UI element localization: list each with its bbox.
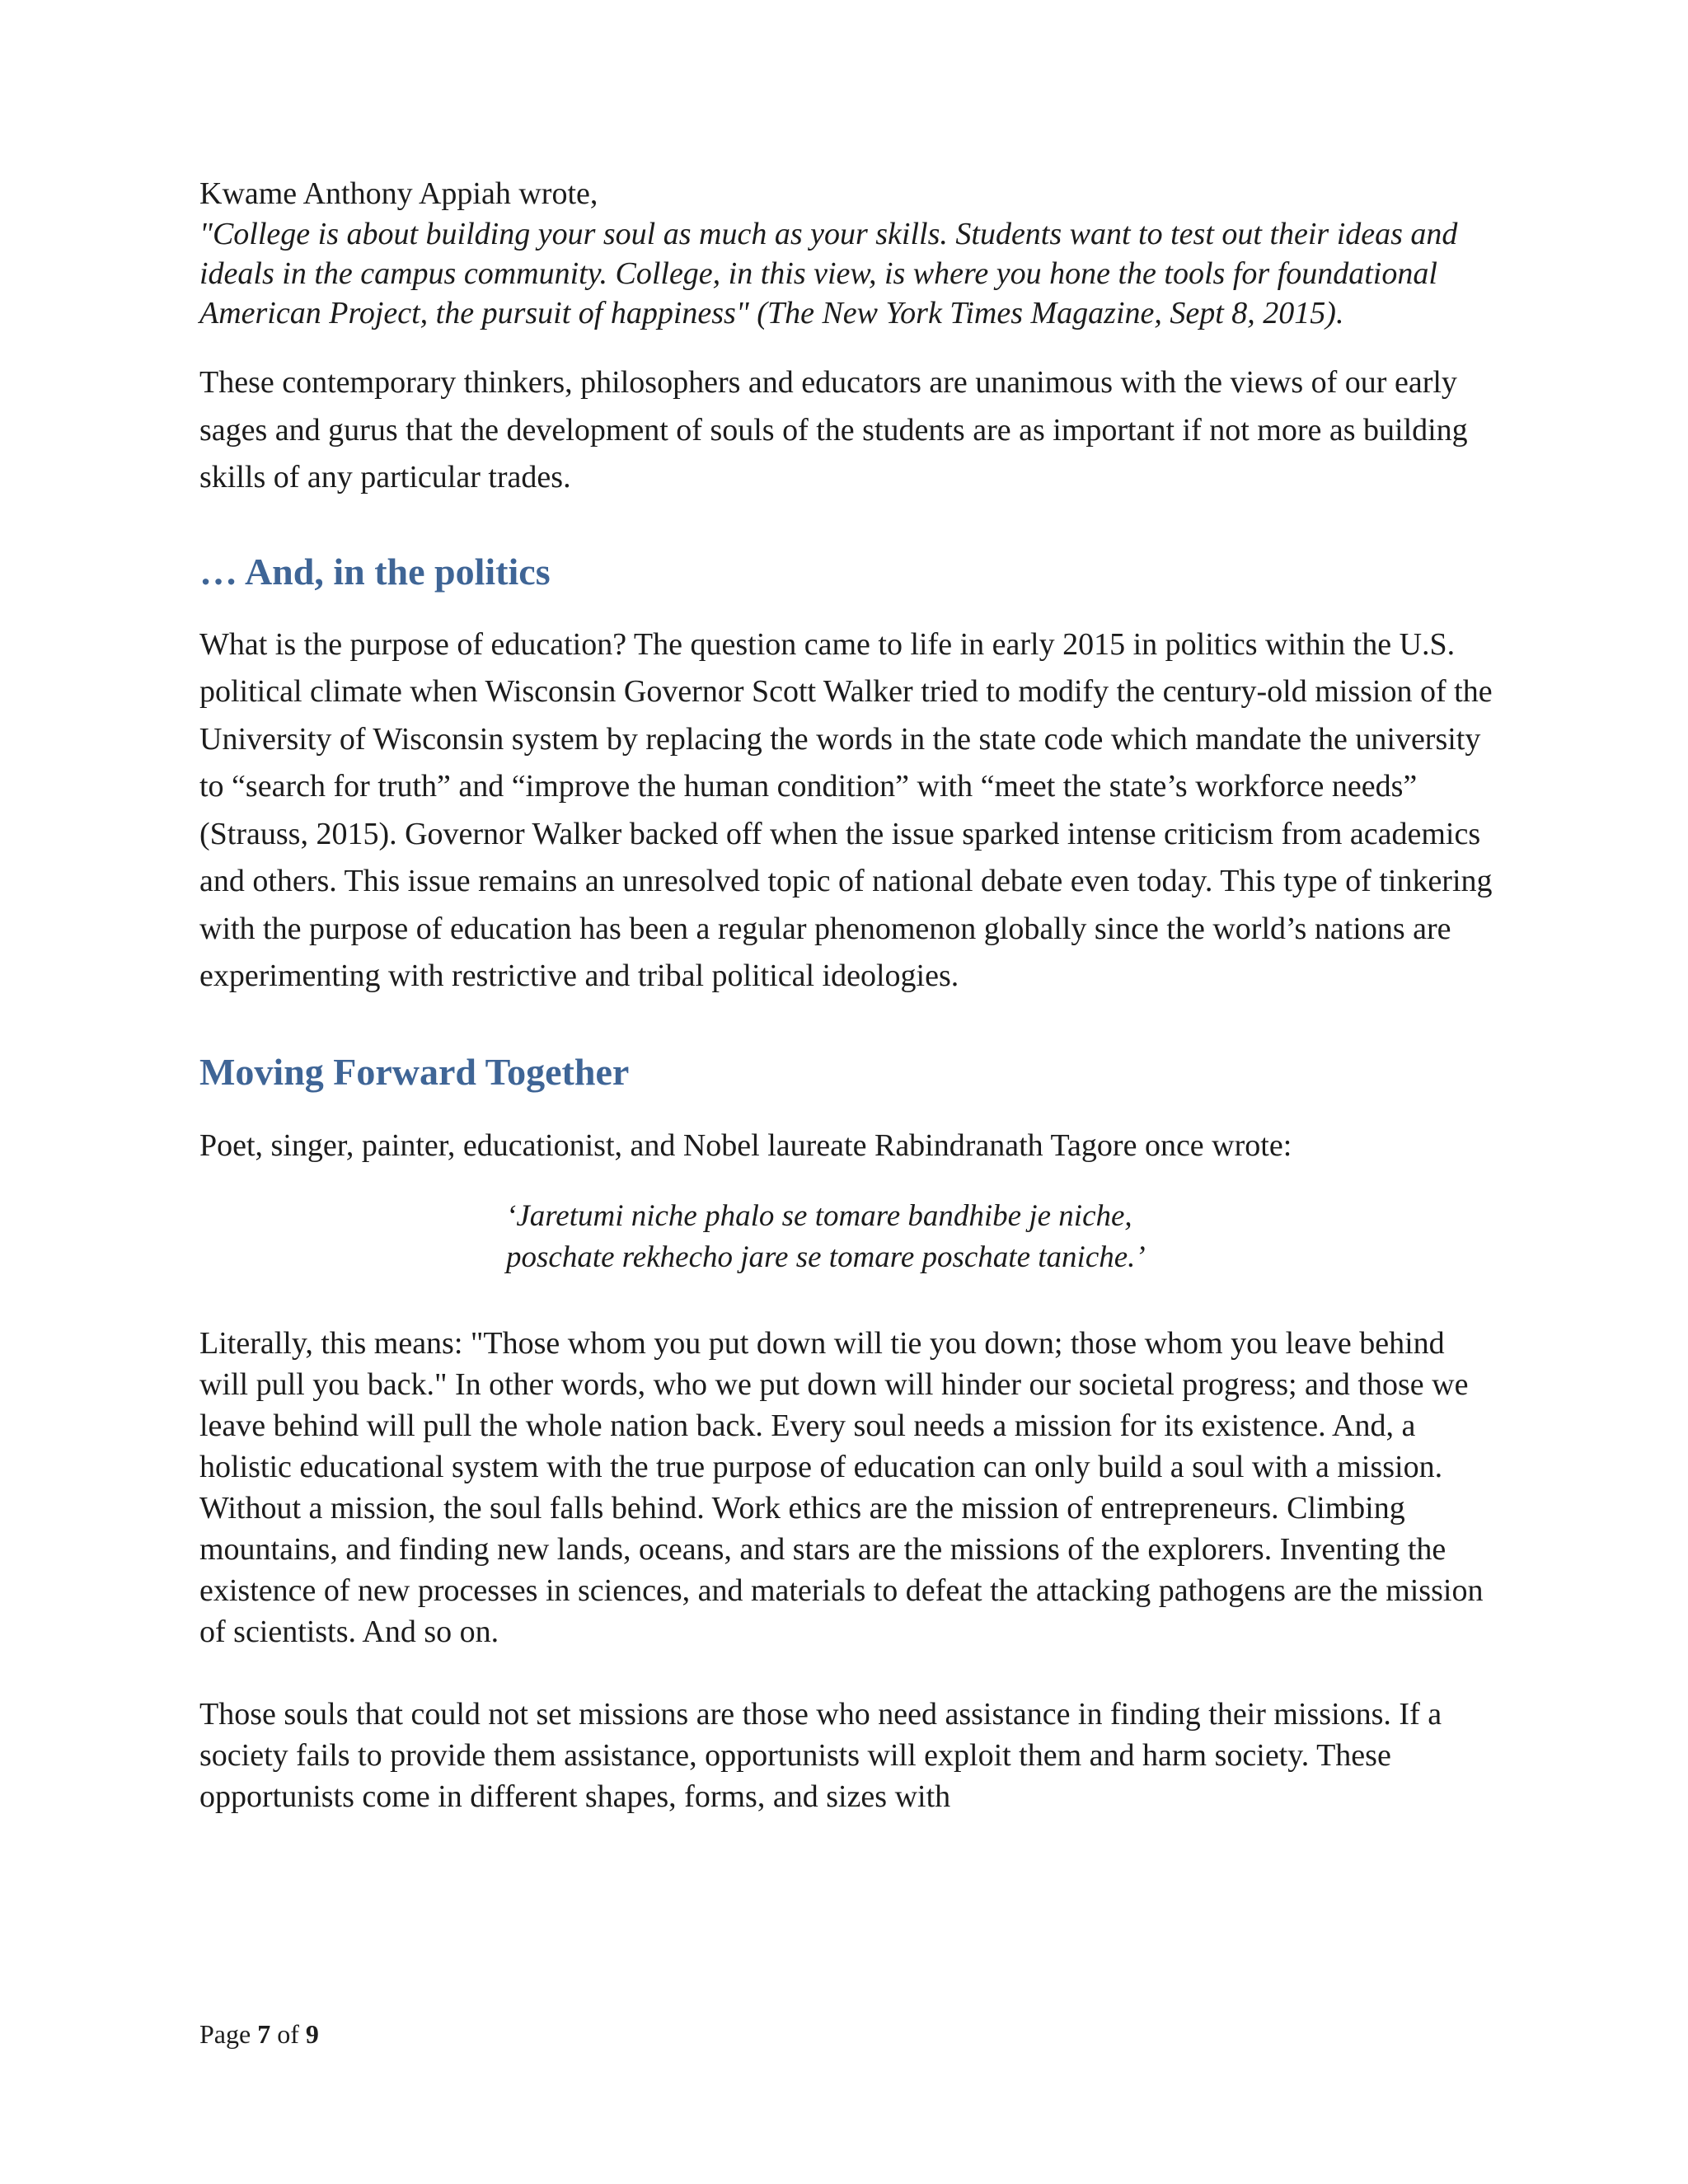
page-number-footer xyxy=(199,2018,319,2050)
of-word: of xyxy=(277,2019,299,2049)
total-page-count: 9 xyxy=(305,2019,319,2049)
paragraph-purpose-of-education: What is the purpose of education? The question came to life in early 2015 in politics within the U.S. political climate when Wisconsin Governor Scott Walker tried to modify the century-old mission of the University of Wisconsin system by replacing the words in the state code which mandate the university to “search for truth” and “improve the human condition” with “meet the state’s workforce needs” (Strauss, 2015). Governor Walker backed off when the issue sparked intense criticism from academics and others. This issue remains an unresolved topic of national debate even today. This type of tinkering with the purpose of education has been a regular phenomenon globally since the world’s nations are experimenting with restrictive and tribal political ideologies. xyxy=(199,626,1493,993)
document-page xyxy=(199,173,1493,1817)
tagore-poem xyxy=(506,1196,1493,1278)
paragraph-tagore-intro: Poet, singer, painter, educationist, and Nobel laureate Rabindranath Tagore once wrote: xyxy=(199,1127,1292,1163)
poem-line-1: ‘Jaretumi niche phalo se tomare bandhibe je niche, xyxy=(506,1198,1132,1233)
heading-moving-forward: Moving Forward Together xyxy=(199,1050,630,1093)
paragraph-literal-meaning: Literally, this means: "Those whom you put down will tie you down; those whom you leave behind will pull you back." In other words, who we put down will hinder our societal progress; and those we leave behind will pull the whole nation back. Every soul needs a mission for its existence. And, a holistic educational system with the true purpose of education can only build a soul with a mission. Without a mission, the soul falls behind. Work ethics are the mission of entrepreneurs. Climbing mountains, and finding new lands, oceans, and stars are the missions of the explorers. Inventing the existence of new processes in sciences, and materials to defeat the attacking pathogens are the mission of scientists. And so on. xyxy=(199,1325,1484,1649)
current-page-number: 7 xyxy=(257,2019,271,2049)
appiah-quote: "College is about building your soul as much as your skills. Students want to test out their ideas and ideals in the campus community. College, in this view, is where you hone the tools for foundational American Project, the pursuit of happiness" (The New York Times Magazine, Sept 8, 2015). xyxy=(199,217,1458,330)
paragraph-souls-missions: Those souls that could not set missions are those who need assistance in finding their missions. If a society fails to provide them assistance, opportunists will exploit them and harm society. These opportunists come in different shapes, forms, and sizes with xyxy=(199,1696,1442,1814)
heading-politics: … And, in the politics xyxy=(199,550,551,593)
poem-line-2: poschate rekhecho jare se tomare poschate taniche.’ xyxy=(506,1240,1146,1274)
quote-attribution: Kwame Anthony Appiah wrote, xyxy=(199,176,598,211)
paragraph-contemporary-thinkers: These contemporary thinkers, philosophers and educators are unanimous with the views of our early sages and gurus that the development of souls of the students are as important if not more as building skills of any particular trades. xyxy=(199,365,1468,494)
page-word: Page xyxy=(199,2019,251,2049)
